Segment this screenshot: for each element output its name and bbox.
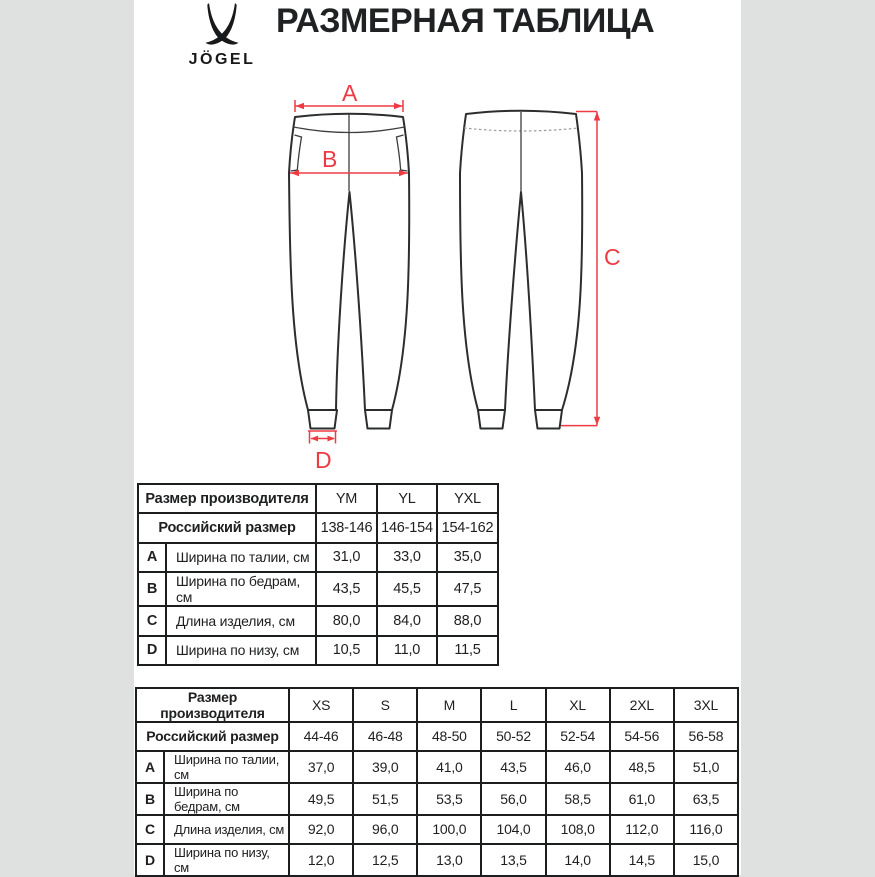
- size-column-header: XS: [289, 688, 353, 722]
- russian-size-value: 138-146: [316, 513, 377, 542]
- dimension-d: [308, 431, 337, 473]
- brand-logo: [182, 3, 262, 69]
- pants-front-view: [289, 114, 409, 429]
- russian-size-row: [136, 722, 738, 751]
- size-column-header: YM: [316, 484, 377, 513]
- dimension-row: [136, 783, 738, 815]
- russian-size-header: Российский размер: [136, 722, 289, 751]
- dimension-c-label: C: [604, 244, 621, 270]
- dimension-value: 112,0: [610, 815, 674, 844]
- pants-back-view: [460, 111, 582, 429]
- russian-size-value: 44-46: [289, 722, 353, 751]
- dimension-value: 11,0: [377, 636, 437, 665]
- size-column-header: 3XL: [674, 688, 738, 722]
- dimension-key: C: [138, 606, 166, 635]
- russian-size-value: 54-56: [610, 722, 674, 751]
- dimension-name: Длина изделия, см: [166, 606, 316, 635]
- dimension-value: 51,5: [353, 783, 417, 815]
- dimension-name: Ширина по бедрам, см: [166, 572, 316, 606]
- dimension-value: 84,0: [377, 606, 437, 635]
- dimension-key: C: [136, 815, 164, 844]
- dimension-key: B: [136, 783, 164, 815]
- dimension-value: 14,5: [610, 844, 674, 876]
- dimension-value: 63,5: [674, 783, 738, 815]
- dimension-name: Ширина по талии, см: [164, 751, 289, 783]
- russian-size-value: 48-50: [417, 722, 481, 751]
- pants-measurement-diagram: [134, 85, 741, 480]
- dimension-value: 92,0: [289, 815, 353, 844]
- dimension-d-label: D: [315, 447, 332, 473]
- dimension-value: 13,0: [417, 844, 481, 876]
- dimension-value: 58,5: [546, 783, 610, 815]
- dimension-value: 12,0: [289, 844, 353, 876]
- dimension-value: 14,0: [546, 844, 610, 876]
- dimension-a-label: A: [342, 85, 358, 106]
- russian-size-value: 154-162: [437, 513, 498, 542]
- russian-size-value: 56-58: [674, 722, 738, 751]
- dimension-value: 48,5: [610, 751, 674, 783]
- dimension-key: B: [138, 572, 166, 606]
- russian-size-value: 52-54: [546, 722, 610, 751]
- dimension-row: [138, 636, 498, 665]
- dimension-a: [295, 85, 403, 112]
- dimension-value: 108,0: [546, 815, 610, 844]
- brand-name: JÖGEL: [188, 51, 256, 68]
- dimension-value: 45,5: [377, 572, 437, 606]
- manufacturer-size-header: Размер производителя: [136, 688, 289, 722]
- dimension-value: 51,0: [674, 751, 738, 783]
- dimension-value: 46,0: [546, 751, 610, 783]
- dimension-value: 11,5: [437, 636, 498, 665]
- size-chart-page: [134, 0, 741, 875]
- dimension-value: 10,5: [316, 636, 377, 665]
- size-column-header: YL: [377, 484, 437, 513]
- dimension-value: 13,5: [481, 844, 545, 876]
- dimension-value: 37,0: [289, 751, 353, 783]
- dimension-value: 43,5: [481, 751, 545, 783]
- dimension-value: 33,0: [377, 543, 437, 572]
- dimension-value: 104,0: [481, 815, 545, 844]
- dimension-value: 100,0: [417, 815, 481, 844]
- dimension-value: 39,0: [353, 751, 417, 783]
- size-column-header: YXL: [437, 484, 498, 513]
- manufacturer-size-header: Размер производителя: [138, 484, 316, 513]
- size-column-header: 2XL: [610, 688, 674, 722]
- size-column-header: XL: [546, 688, 610, 722]
- dimension-value: 53,5: [417, 783, 481, 815]
- dimension-b-label: B: [322, 146, 338, 172]
- dimension-key: D: [136, 844, 164, 876]
- right-cuff: [535, 410, 562, 429]
- dimension-value: 47,5: [437, 572, 498, 606]
- russian-size-value: 46-48: [353, 722, 417, 751]
- dimension-name: Ширина по бедрам, см: [164, 783, 289, 815]
- youth-size-table: [137, 483, 499, 666]
- dimension-name: Длина изделия, см: [164, 815, 289, 844]
- dimension-value: 56,0: [481, 783, 545, 815]
- dimension-row: [138, 572, 498, 606]
- dimension-name: Ширина по низу, см: [164, 844, 289, 876]
- dimension-value: 41,0: [417, 751, 481, 783]
- adult-size-table: [135, 687, 739, 877]
- left-cuff: [308, 410, 337, 429]
- russian-size-row: [138, 513, 498, 542]
- dimension-key: A: [138, 543, 166, 572]
- left-cuff: [478, 410, 505, 429]
- dimension-row: [138, 606, 498, 635]
- russian-size-value: 146-154: [377, 513, 437, 542]
- dimension-value: 35,0: [437, 543, 498, 572]
- dimension-row: [136, 751, 738, 783]
- dimension-name: Ширина по талии, см: [166, 543, 316, 572]
- russian-size-value: 50-52: [481, 722, 545, 751]
- size-column-header: M: [417, 688, 481, 722]
- dimension-value: 31,0: [316, 543, 377, 572]
- dimension-value: 96,0: [353, 815, 417, 844]
- manufacturer-size-row: [136, 688, 738, 722]
- dimension-name: Ширина по низу, см: [166, 636, 316, 665]
- page-title: РАЗМЕРНАЯ ТАБЛИЦА: [276, 2, 655, 40]
- dimension-value: 61,0: [610, 783, 674, 815]
- manufacturer-size-row: [138, 484, 498, 513]
- size-column-header: L: [481, 688, 545, 722]
- dimension-value: 116,0: [674, 815, 738, 844]
- dimension-row: [136, 815, 738, 844]
- jogel-logo-icon: [203, 3, 241, 48]
- dimension-row: [136, 844, 738, 876]
- dimension-value: 43,5: [316, 572, 377, 606]
- right-cuff: [365, 410, 392, 429]
- dimension-key: A: [136, 751, 164, 783]
- size-column-header: S: [353, 688, 417, 722]
- dimension-value: 15,0: [674, 844, 738, 876]
- dimension-value: 12,5: [353, 844, 417, 876]
- dimension-key: D: [138, 636, 166, 665]
- russian-size-header: Российский размер: [138, 513, 316, 542]
- dimension-value: 49,5: [289, 783, 353, 815]
- dimension-row: [138, 543, 498, 572]
- dimension-value: 80,0: [316, 606, 377, 635]
- dimension-value: 88,0: [437, 606, 498, 635]
